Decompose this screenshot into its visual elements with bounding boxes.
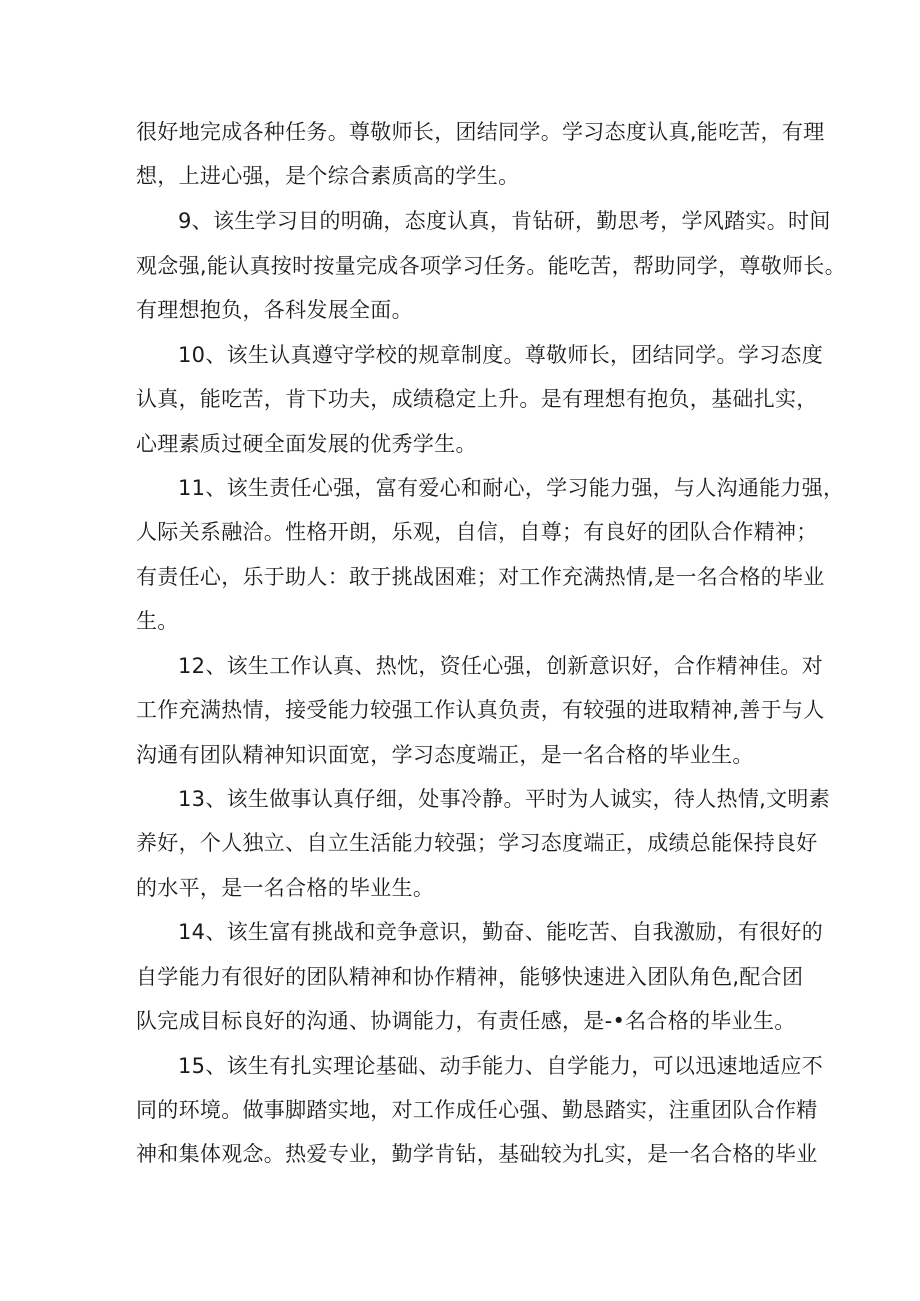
text-line: 自学能力有很好的团队精神和协作精神，能够快速进入团队角色,配合团 bbox=[136, 965, 804, 989]
text-line: 15、该生有扎实理论基础、动手能力、自学能力，可以迅速地适应不 bbox=[178, 1054, 824, 1078]
text-line: 14、该生富有挑战和竞争意识，勤奋、能吃苦、自我激励，有很好的 bbox=[178, 920, 824, 944]
text-line: 沟通有团队精神知识面宽，学习态度端正，是一名合格的毕业生。 bbox=[136, 743, 754, 767]
text-line: 11、该生责任心强，富有爱心和耐心，学习能力强，与人沟通能力强， bbox=[178, 476, 845, 500]
text-line: 养好，个人独立、自立生活能力较强；学习态度端正，成绩总能保持良好 bbox=[136, 831, 818, 855]
text-line: 神和集体观念。热爱专业，勤学肯钻，基础较为扎实，是一名合格的毕业 bbox=[136, 1142, 818, 1166]
text-line: 的水平，是一名合格的毕业生。 bbox=[136, 876, 435, 900]
text-line: 10、该生认真遵守学校的规章制度。尊敬师长，团结同学。学习态度 bbox=[178, 343, 824, 367]
text-line: 观念强,能认真按时按量完成各项学习任务。能吃苦，帮助同学，尊敬师长。 bbox=[136, 254, 846, 278]
text-line: 12、该生工作认真、热忱，资任心强，创新意识好，合作精神佳。对 bbox=[178, 654, 824, 678]
text-line: 认真，能吃苦，肯下功夫，成绩稳定上升。是有理想有抱负，基础扎实， bbox=[136, 387, 818, 411]
text-line: 想，上进心强，是个综合素质高的学生。 bbox=[136, 164, 520, 188]
text-line: 有责任心，乐于助人：敢于挑战困难；对工作充满热情,是一名合格的毕业 bbox=[136, 565, 825, 589]
text-line: 很好地完成各种任务。尊敬师长，团结同学。学习态度认真,能吃苦，有理 bbox=[136, 120, 825, 144]
text-line: 生。 bbox=[136, 609, 179, 633]
text-line: 心理素质过硬全面发展的优秀学生。 bbox=[136, 432, 477, 456]
text-line: 13、该生做事认真仔细，处事冷静。平时为人诚实，待人热情,文明素 bbox=[178, 787, 830, 811]
text-line: 9、该生学习目的明确，态度认真，肯钻研，勤思考，学风踏实。时间 bbox=[178, 209, 831, 233]
text-line: 队完成目标良好的沟通、协调能力，有责任感，是-•名合格的毕业生。 bbox=[136, 1009, 796, 1033]
text-line: 同的环境。做事脚踏实地，对工作成任心强、勤恳踏实，注重团队合作精 bbox=[136, 1098, 818, 1122]
text-line: 工作充满热情，接受能力较强工作认真负责，有较强的进取精神,善于与人 bbox=[136, 698, 825, 722]
text-line: 有理想抱负，各科发展全面。 bbox=[136, 298, 413, 322]
text-line: 人际关系融洽。性格开朗，乐观，自信，自尊；有良好的团队合作精神； bbox=[136, 520, 818, 544]
